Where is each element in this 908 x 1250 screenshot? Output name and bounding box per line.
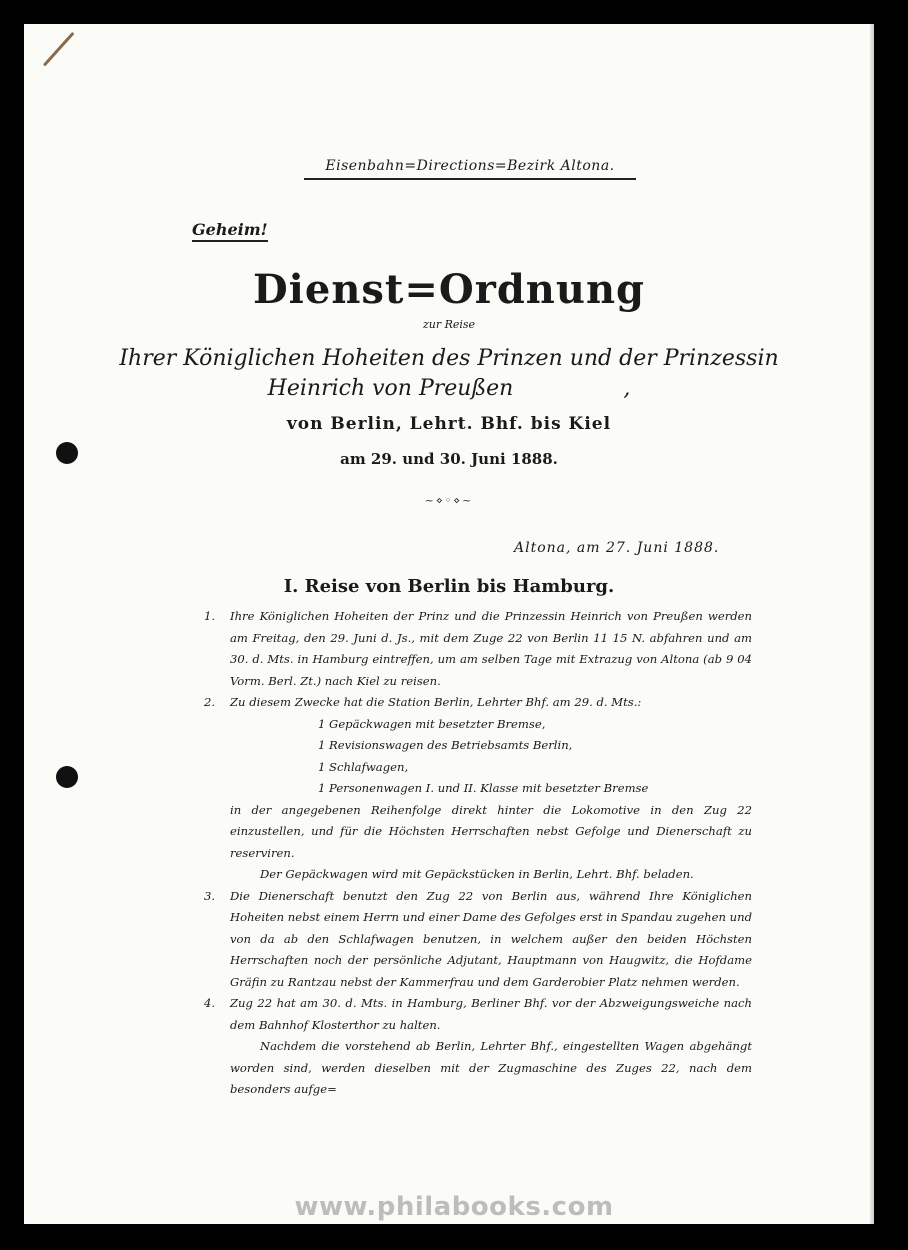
honorific-line-1: Ihrer Königlichen Hoheiten des Prinzen und der Prinzessin — [119, 346, 779, 371]
travel-dates: am 29. und 30. Juni 1888. — [340, 450, 558, 468]
list-item: 1 Schlafwagen, — [318, 759, 409, 774]
place-and-date: Altona, am 27. Juni 1888. — [514, 540, 720, 556]
paragraph-text: Zug 22 hat am 30. d. Mts. in Hamburg, Berliner Bhf. vor der Abzweigungsweiche nach dem Bahnhof Klosterthor zu halten. — [230, 996, 752, 1032]
honorific-line-2-wrap — [24, 374, 874, 404]
page-edge-shadow — [870, 24, 874, 1224]
wagon-list — [204, 714, 752, 800]
route-line: von Berlin, Lehrt. Bhf. bis Kiel — [286, 414, 612, 434]
paragraph-text: in der angegebenen Reihenfolge direkt hinter die Lokomotive in den Zug 22 einzustellen, und für die Höchsten Herrschaften nebst Gefolge und Dienerschaft zu reserviren. — [230, 802, 752, 860]
list-item: 1 Gepäckwagen mit besetzter Bremse, — [318, 716, 546, 731]
honorific-line-2: Heinrich von Preußen — [267, 376, 514, 401]
paragraph-number: 1. — [204, 609, 216, 623]
paragraph-number: 3. — [204, 888, 216, 903]
paragraph-3 — [204, 886, 752, 994]
pencil-mark — [43, 32, 75, 67]
list-item: 1 Revisionswagen des Betriebsamts Berlin, — [318, 738, 573, 752]
list-item: 1 Personenwagen I. und II. Klasse mit besetzter Bremse — [318, 781, 649, 795]
paragraph-2-note — [204, 864, 752, 886]
paragraph-2-continuation — [204, 800, 752, 865]
ornament-divider: ~⋄◦⋄~ — [424, 494, 474, 507]
section-heading: I. Reise von Berlin bis Hamburg. — [283, 576, 615, 597]
paragraph-number: 4. — [204, 996, 216, 1010]
honorific-comma: , — [623, 376, 631, 401]
paragraph-4 — [204, 993, 752, 1036]
paragraph-text: Die Dienerschaft benutzt den Zug 22 von Berlin aus, während Ihre Königlichen Hoheiten nebst einem Herrn und einer Dame des Gefolges erst in Spandau zugehen und von da ab den Schlafwagen benutzen, in welchem außer den beiden Höchsten Herrschaften noch der persönliche Adjutant, Hauptmann von Haugwitz, die Hofdame Gräfin zu Rantzau nebst der Kammerfrau und dem Garderobier Platz nehmen werden. — [230, 888, 752, 989]
paragraph-1 — [204, 606, 752, 692]
paragraph-4-continuation — [204, 1036, 752, 1101]
paragraph-2 — [204, 692, 752, 714]
body-text — [204, 606, 752, 1101]
classification-label: Geheim! — [192, 220, 268, 242]
paragraph-number: 2. — [204, 695, 216, 709]
watermark: www.philabooks.com — [294, 1192, 614, 1222]
paragraph-text: Nachdem die vorstehend ab Berlin, Lehrter Bhf., eingestellten Wagen abgehängt worden sind, werden dieselben mit der Zugmaschine des Zuges 22, nach dem besonders aufge= — [230, 1039, 752, 1096]
subtitle-small: zur Reise — [422, 318, 476, 331]
district-header: Eisenbahn=Directions=Bezirk Altona. — [304, 158, 636, 180]
punch-hole-lower — [56, 766, 78, 788]
paragraph-text: Ihre Königlichen Hoheiten der Prinz und die Prinzessin Heinrich von Preußen werden am Freitag, den 29. Juni d. Js., mit dem Zuge 22 von Berlin 11 15 N. abfahren und am 30. d. Mts. in Hamburg eintreffen, um am selben Tage mit Extrazug von Altona (ab 9 04 Vorm. Berl. Zt.) nach Kiel zu reisen. — [230, 609, 752, 688]
document-page — [24, 24, 874, 1224]
honorific-block — [24, 344, 874, 404]
paragraph-text: Zu diesem Zwecke hat die Station Berlin, Lehrter Bhf. am 29. d. Mts.: — [230, 695, 642, 709]
document-title: Dienst=Ordnung — [252, 266, 646, 313]
paragraph-text: Der Gepäckwagen wird mit Gepäckstücken in Berlin, Lehrt. Bhf. beladen. — [260, 867, 694, 881]
